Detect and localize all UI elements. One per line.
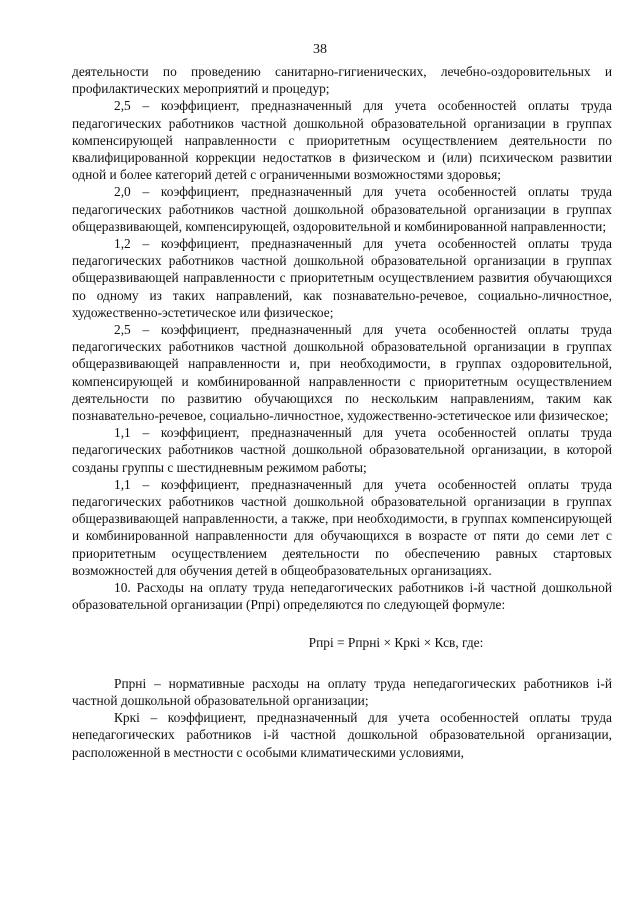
definition-krki: Кркi – коэффициент, предназначенный для учета особенностей оплаты труда непедагогических работников i-й частной дошкольной образовательной организации, расположенной в местности с особыми климатическими условиями, (72, 710, 612, 760)
paragraph-coefficient-1-2: 1,2 – коэффициент, предназначенный для учета особенностей оплаты труда педагогических работников частной дошкольной образовательной организации в группах общеразвивающей направленности с приоритетным осуществлением развития обучающихся по одному из таких направлений, как познавательно-речевое, социально-личностное, художественно-эстетическое или физическое; (72, 236, 612, 320)
formula: Рпрi = Рпрнi × Кркi × Ксв, где: (308, 634, 484, 650)
paragraph-continuation: деятельности по проведению санитарно-гигиенических, лечебно-оздоровительных и профилактических мероприятий и процедур; (72, 64, 612, 97)
paragraph-coefficient-2-5-general: 2,5 – коэффициент, предназначенный для учета особенностей оплаты труда педагогических работников частной дошкольной образовательной организации в группах общеразвивающей направленности и, при необходимости, в группах оздоровительной, компенсирующей и комбинированной направленности с приоритетным осуществлением деятельности по развитию обучающихся по нескольким направлениям, таким как познавательно-речевое, социально-личностное, художественно-эстетическое или физическое; (72, 322, 612, 424)
paragraph-coefficient-1-1-six-day: 1,1 – коэффициент, предназначенный для учета особенностей оплаты труда педагогических работников частной дошкольной образовательной организации, в которой созданы группы с шестидневным режимом работы; (72, 425, 612, 475)
document-body (72, 63, 612, 761)
paragraph-item-10: 10. Расходы на оплату труда непедагогических работников i-й частной дошкольной образовательной организации (Рпрi) определяются по следующей формуле: (72, 580, 612, 613)
paragraph-coefficient-1-1-age: 1,1 – коэффициент, предназначенный для учета особенностей оплаты труда педагогических работников частной дошкольной образовательной организации в группах общеразвивающей направленности, а также, при необходимости, в группах компенсирующей и комбинированной направленности для обучающихся в возрасте от пяти до семи лет с приоритетным осуществлением деятельности по обеспечению равных стартовых возможностей для обучения детей в общеобразовательных организациях. (72, 476, 612, 578)
paragraph-coefficient-2-5-compensating: 2,5 – коэффициент, предназначенный для учета особенностей оплаты труда педагогических работников частной дошкольной образовательной организации в группах компенсирующей направленности с приоритетным осуществлением деятельности по квалифицированной коррекции недостатков в физическом и (или) психическом развитии одной и более категорий детей с ограниченными возможностями здоровья; (72, 98, 612, 183)
paragraph-coefficient-2-0: 2,0 – коэффициент, предназначенный для учета особенностей оплаты труда педагогических работников частной дошкольной образовательной организации в группах общеразвивающей, компенсирующей, оздоровительной и комбинированной направленности; (72, 184, 612, 234)
definition-rprni: Рпрнi – нормативные расходы на оплату труда непедагогических работников i-й частной дошкольной образовательной организации; (72, 675, 612, 708)
page-number: 38 (313, 42, 327, 57)
